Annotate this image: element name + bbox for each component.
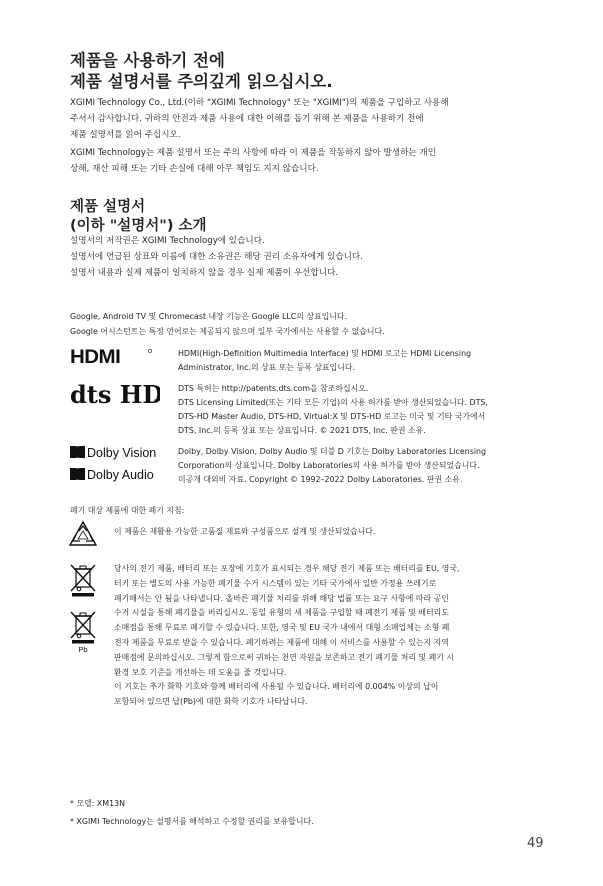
- disclaimer-paragraph: [70, 146, 436, 178]
- intro-line: XGIMI Technology Co., Ltd.(이하 "XGIMI Technology" 또는 "XGIMI")의 제품을 구입하고 사용해: [70, 98, 449, 108]
- weee-line: 수거 시설을 통해 폐기물을 버리십시오. 동일 유형의 새 제품을 구입할 때 폐전기 제품 및 배터리도: [114, 608, 449, 618]
- google-line: Google 어시스턴트는 특정 언어로는 제공되지 않으며 일부 국가에서는 사용할 수 없습니다.: [70, 326, 385, 336]
- dts-line: DTS 특허는 http://patents.dts.com을 참조하십시오.: [178, 384, 369, 393]
- hdmi-line: Administrator, Inc.의 상표 또는 등록 상표입니다.: [178, 363, 355, 372]
- dts-hd-logo: [70, 383, 160, 411]
- weee-line: 판매점에 문의하십시오. 그렇게 함으로써 귀하는 천연 자원을 보존하고 전기 폐기물 처리 및 폐기 시: [114, 652, 455, 662]
- hdmi-logo: [70, 346, 155, 368]
- dolby-line: Corporation의 상표입니다. Dolby Laboratories의 사용 허가를 받아 생산되었습니다.: [178, 461, 480, 470]
- manual-heading: [70, 198, 207, 236]
- title-line-2: 제품 설명서를 주의깊게 읽으십시오.: [70, 72, 333, 91]
- disposal-heading: 폐기 대상 제품에 대한 폐기 지침:: [70, 506, 185, 515]
- hdmi-logo-text: HDMI: [70, 346, 121, 368]
- dolby-audio-text: Dolby Audio: [87, 468, 154, 482]
- disclaimer-line: 상해, 재산 피해 또는 기타 손실에 대해 아무 책임도 지지 않습니다.: [70, 163, 319, 174]
- dolby-notice: [178, 445, 486, 487]
- title-line-1: 제품을 사용하기 전에: [70, 51, 225, 70]
- manual-line: 설명서에 언급된 상표와 이름에 대한 소유권은 해당 권리 소유자에게 있습니다.: [70, 251, 363, 262]
- weee-line: 터키 또는 별도의 사용 가능한 폐기물 수거 시스템이 있는 기타 국가에서 일반 가정용 쓰레기로: [114, 578, 437, 588]
- weee-line: 이 기호는 추가 화학 기호와 함께 배터리에 사용될 수 있습니다. 배터리에 0.004% 이상의 납이: [114, 682, 439, 692]
- weee-line: 전자 제품을 무료로 받을 수 있습니다. 폐기하려는 제품에 대해 이 서비스를 사용할 수 있는지 지역: [114, 637, 449, 647]
- intro-line: 주셔서 감사합니다. 귀하의 안전과 제품 사용에 대한 이해를 돕기 위해 본 제품을 사용하기 전에: [70, 113, 424, 124]
- crossed-bin-icon: [68, 563, 98, 597]
- page-title: [70, 50, 333, 92]
- hdmi-line: HDMI(High-Definition Multimedia Interface) 및 HDMI 로고는 HDMI Licensing: [178, 349, 472, 358]
- dolby-vision-text: Dolby Vision: [87, 446, 157, 460]
- weee-line: 포함되어 있으면 납(Pb)에 대한 화학 기호가 나타납니다.: [114, 697, 308, 707]
- weee-line: 환경 보호 기준을 개선하는 데 도움을 줄 것입니다.: [114, 667, 287, 677]
- dolby-logo-icon: [70, 443, 170, 487]
- dts-line: DTS-HD Master Audio, DTS-HD, Virtual:X 및 DTS-HD 로고는 미국 및 기타 국가에서: [178, 412, 486, 421]
- google-notice: [70, 310, 385, 339]
- manual-paragraph: [70, 234, 363, 281]
- weee-line: 소매점을 통해 무료로 폐기할 수 있습니다. 또한, 영국 및 EU 국가 내에서 대형 소매업체는 소형 폐: [114, 623, 450, 633]
- weee-notice: [114, 562, 460, 710]
- crossed-bin-pb-icon: [68, 610, 98, 654]
- google-line: Google, Android TV 및 Chromecast 내장 기능은 Google LLC의 상표입니다.: [70, 312, 348, 321]
- dolby-line: Dolby, Dolby Vision, Dolby Audio 및 더블 D 기호는 Dolby Laboratories Licensing: [178, 447, 487, 456]
- footer-rights: * XGIMI Technology는 설명서를 해석하고 수정할 권리를 보유합니다.: [70, 817, 314, 826]
- manual-line: 설명서의 저작권은 XGIMI Technology에 있습니다.: [70, 236, 265, 246]
- dolby-logos: [70, 443, 170, 487]
- manual-heading-line-2: (이하 "설명서") 소개: [70, 218, 207, 234]
- dolby-line: 미공개 대외비 자료. Copyright © 1992–2022 Dolby Laboratories. 판권 소유.: [178, 475, 463, 484]
- page-number: 49: [527, 836, 544, 851]
- dts-logo-text: dts HD: [70, 383, 160, 409]
- intro-paragraph: [70, 96, 449, 143]
- dts-line: DTS Licensing Limited(또는 기타 모든 기업)의 사용 허가를 받아 생산되었습니다. DTS,: [178, 398, 488, 407]
- recycle-icon: [68, 520, 98, 550]
- recycle-text: 이 제품은 재활용 가능한 고품질 재료와 구성품으로 설계 및 생산되었습니다.: [114, 527, 376, 536]
- dts-line: DTS, Inc.의 등록 상표 또는 상표입니다. © 2021 DTS, Inc. 판권 소유.: [178, 426, 426, 435]
- hdmi-logo-icon: [70, 346, 154, 368]
- manual-heading-line-1: 제품 설명서: [70, 199, 146, 215]
- disclaimer-line: XGIMI Technology는 제품 설명서 또는 주의 사항에 따라 이 제품을 작동하지 않아 발생하는 개인: [70, 148, 437, 158]
- weee-line: 폐기해서는 안 됨을 나타냅니다. 올바른 폐기물 처리를 위해 해당 법률 또는 요구 사항에 따라 공인: [114, 593, 449, 603]
- pb-label: Pb: [78, 645, 88, 654]
- manual-line: 설명서 내용과 실제 제품이 일치하지 않을 경우 실제 제품이 우선합니다.: [70, 267, 339, 278]
- hdmi-notice: [178, 347, 471, 375]
- footer-model: * 모델: XM13N: [70, 799, 126, 808]
- dts-notice: [178, 382, 488, 438]
- intro-line: 제품 설명서를 읽어 주십시오.: [70, 129, 181, 140]
- dts-hd-logo-icon: [70, 383, 160, 411]
- weee-line: 당사의 전기 제품, 배터리 또는 포장에 기호가 표시되는 경우 해당 전기 제품 또는 배터리를 EU, 영국,: [114, 564, 460, 573]
